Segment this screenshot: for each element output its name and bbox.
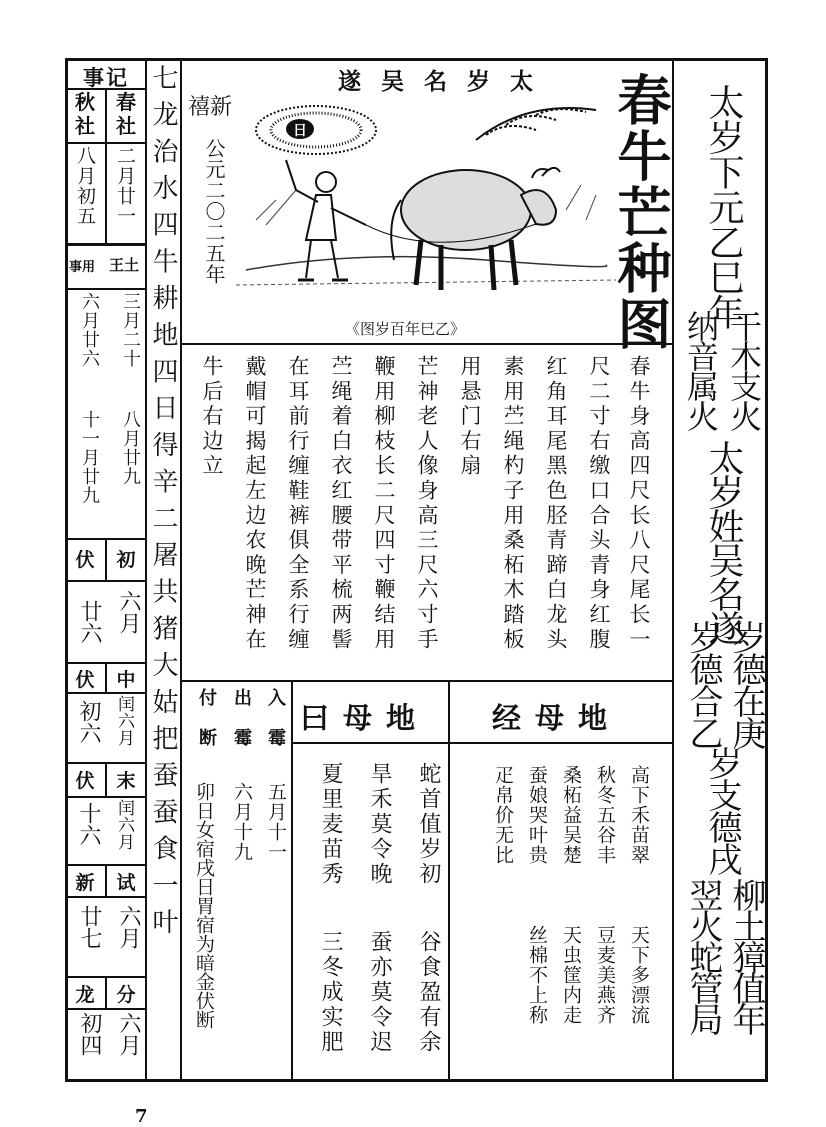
- ox-description-line-1: 春牛身高四尺长八尺尾长一: [627, 355, 651, 653]
- ox-description-line-10: 戴帽可揭起左边农晚芒神在: [243, 355, 267, 653]
- ox-description-line-3: 红角耳尾黑色胫青蹄白龙头: [544, 355, 568, 653]
- earth-date-1: 三月二十: [120, 292, 141, 368]
- last-fu-label-a: 伏: [75, 770, 95, 792]
- new-trial-label-a: 新: [75, 872, 95, 894]
- middle-fu-day: 初六: [76, 700, 101, 744]
- tai-sui-name-heading: 太岁名吴遂: [338, 68, 553, 95]
- spring-ox-illustration: [236, 100, 616, 320]
- tai-sui-year-column: 太岁下元乙巳年: [703, 84, 744, 329]
- earth-date-2: 六月廿六: [79, 292, 100, 368]
- picture-caption: 《图岁百年巳乙》: [345, 320, 466, 338]
- ox-description-line-7: 鞭用柳枝长二尺四寸鞭结用: [372, 355, 396, 653]
- spring-festival-date: 二月廿一: [114, 146, 136, 226]
- farming-column: 七龙治水四牛耕地四日得辛二屠共猪大姑把蚕蚕食一叶: [148, 64, 178, 945]
- ox-description-line-2: 尺二寸右缴口合头青身红腹: [587, 355, 611, 653]
- sui-zhi-de-column: 岁支德戌: [702, 746, 742, 874]
- first-fu-month: 六月: [116, 590, 141, 634]
- says-verse-2: 旱禾莫令晚: [367, 762, 392, 887]
- middle-fu-label-b: 中: [116, 669, 136, 691]
- divider-mei-season: [291, 680, 293, 1082]
- divider-earth-mother: [448, 680, 450, 1082]
- sun-icon: [256, 106, 376, 154]
- dragon-divide-day: 初四: [77, 1012, 102, 1056]
- exit-mei-label: 出霉: [231, 688, 252, 768]
- earth-king-side: 事用: [69, 260, 96, 275]
- exit-mei-date: 六月十九: [231, 782, 253, 862]
- divider-verse-titles: [291, 742, 672, 744]
- first-fu-label-a: 伏: [75, 549, 95, 571]
- na-yin-column: 纳音属火: [682, 310, 720, 430]
- classic-verse-1: 高下禾苗翠: [628, 765, 650, 865]
- says-verse-3: 夏里麦苗秀: [318, 762, 343, 887]
- sui-de-he-column: 岁德合乙: [683, 620, 723, 748]
- last-fu-label-b: 末: [116, 770, 136, 792]
- stem-branch-column: 干木支火: [725, 310, 763, 430]
- table-header: 事记: [83, 66, 129, 90]
- classic-verse-7: 豆麦美燕齐: [594, 925, 616, 1025]
- constellation-year-column: 柳土獐值年: [726, 878, 766, 1033]
- divider-picture-bottom: [180, 343, 672, 345]
- says-verse-5: 蚕亦莫令迟: [367, 930, 392, 1055]
- earth-mother-says-title: 地母曰: [300, 701, 430, 735]
- dragon-divide-label-a: 龙: [75, 984, 95, 1006]
- says-verse-6: 三冬成实肥: [318, 930, 343, 1055]
- dragon-divide-label-b: 分: [116, 984, 136, 1006]
- tai-sui-surname-column: 太岁姓吴名遂: [703, 440, 744, 644]
- ox-description-line-11: 牛后右边立: [200, 355, 224, 479]
- sui-de-column: 岁德在庚: [726, 620, 766, 748]
- autumn-festival-date: 八月初五: [74, 146, 96, 226]
- fu-duan-text: 卯日女宿戌日胃宿为暗金伏断: [193, 782, 215, 1029]
- ox-description-line-5: 用悬门右扇: [458, 355, 482, 479]
- classic-verse-9: 丝棉不上称: [526, 925, 548, 1025]
- ox-description-line-6: 芒神老人像身高三尺六寸手: [415, 355, 439, 653]
- divider-farming-column: [180, 58, 182, 1082]
- fu-duan-label: 付断: [196, 688, 217, 768]
- sun-char: 日: [293, 123, 307, 139]
- ox-description-line-8: 苎绳着白衣红腰带平梳两髻: [329, 355, 353, 653]
- enter-mei-date: 五月十一: [265, 782, 287, 862]
- ox-description-line-9: 在耳前行缠鞋裤俱全系行缠: [286, 355, 310, 653]
- new-trial-month: 六月: [116, 905, 141, 949]
- says-verse-4: 谷食盈有余: [416, 930, 441, 1055]
- last-fu-day: 十六: [76, 802, 101, 846]
- earth-date-4: 十一月廿九: [79, 410, 100, 505]
- divider-description-bottom: [180, 680, 672, 682]
- earth-date-3: 八月廿九: [120, 410, 141, 486]
- earth-mother-classic-title: 地母经: [492, 701, 622, 735]
- last-fu-month: 闰六月: [114, 799, 134, 850]
- grain-icon: [476, 108, 596, 140]
- main-title: 春牛芒种图: [609, 72, 672, 352]
- new-trial-day: 廿七: [77, 905, 102, 949]
- new-year-greeting: 禧新: [188, 95, 233, 120]
- middle-fu-month: 闰六月: [114, 695, 134, 746]
- classic-verse-3: 桑柘益吴楚: [560, 765, 582, 865]
- middle-fu-label-a: 伏: [75, 669, 95, 691]
- enter-mei-label: 入霉: [265, 688, 286, 768]
- classic-verse-2: 秋冬五谷丰: [594, 765, 616, 865]
- classic-verse-8: 天虫筐内走: [560, 925, 582, 1025]
- earth-king-label: 王土: [109, 256, 140, 274]
- autumn-festival-label: 秋社: [75, 90, 95, 138]
- ad-year: 公元二〇二五年: [202, 138, 226, 285]
- classic-verse-6: 天下多漂流: [628, 925, 650, 1025]
- first-fu-day: 廿六: [77, 600, 102, 644]
- new-trial-label-b: 试: [116, 872, 136, 894]
- classic-verse-4: 蚕娘哭叶贵: [526, 765, 548, 865]
- spring-festival-label: 春社: [116, 90, 136, 138]
- says-verse-1: 蛇首值岁初: [416, 762, 441, 887]
- first-fu-label-b: 初: [116, 549, 136, 571]
- constellation-ruler-column: 翌火蛇管局: [683, 878, 723, 1033]
- dragon-divide-month: 六月: [116, 1012, 141, 1056]
- ox-description-line-4: 素用苎绳杓子用桑柘木踏板: [501, 355, 525, 653]
- classic-verse-5: 疋帛价无比: [492, 765, 514, 865]
- ox-icon: [366, 168, 560, 290]
- divider-right-titles: [672, 58, 674, 1082]
- page-number: 7: [135, 1106, 148, 1127]
